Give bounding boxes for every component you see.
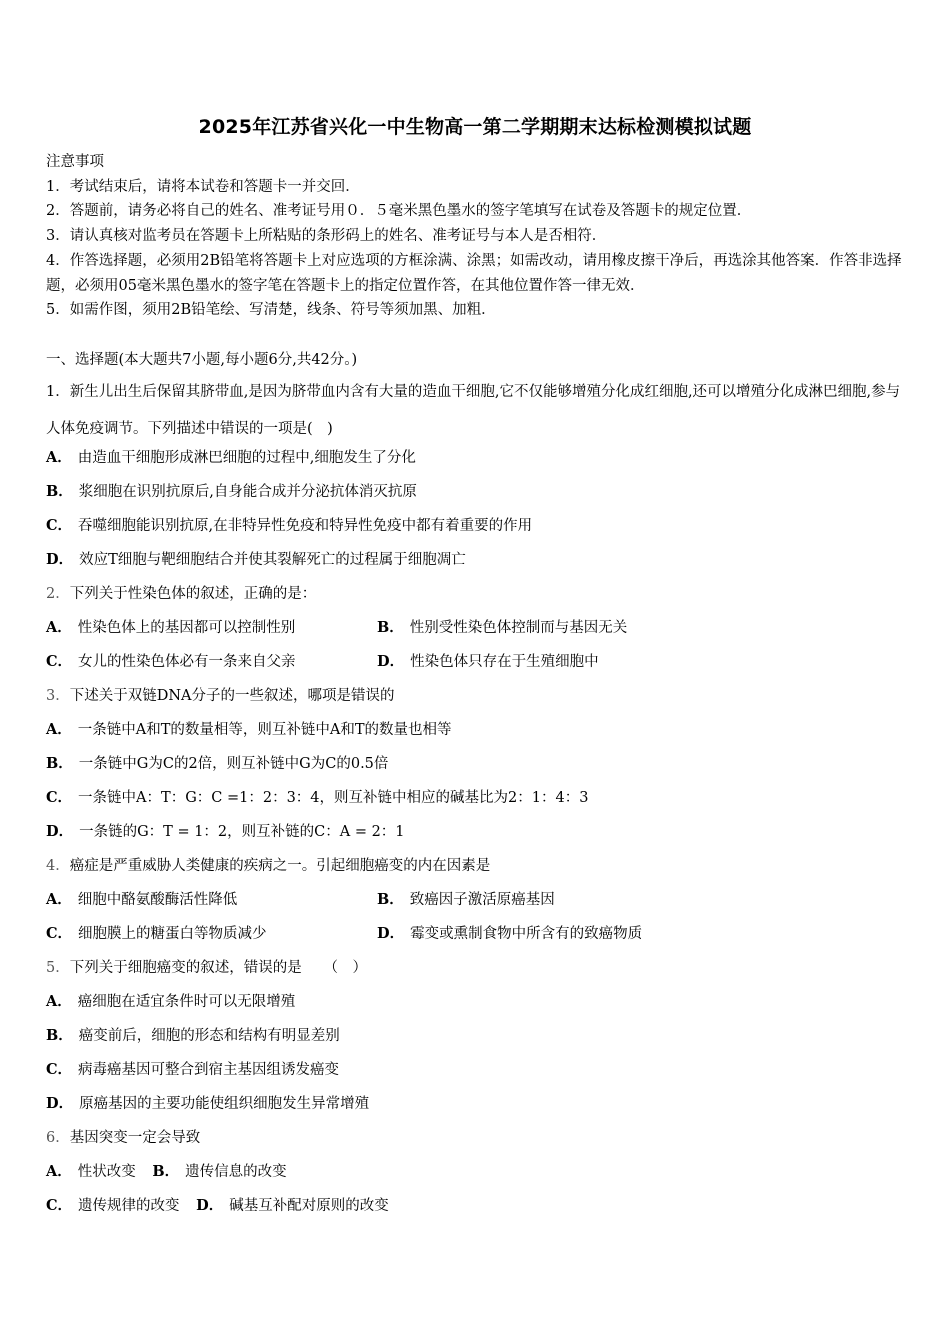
option-label: A．: [46, 891, 72, 908]
option-label: D．: [46, 823, 74, 840]
option-row-6ab: [46, 1160, 287, 1181]
option-text: 癌细胞在适宜条件时可以无限增殖: [77, 994, 296, 1010]
option-label: A．: [46, 449, 72, 466]
option-text: 一条链中A：T：G：C =1：2：3：4，则互补链中相应的碱基比为2：1：4：3: [78, 790, 589, 806]
option-6b: [152, 1164, 286, 1180]
question-6: [46, 1126, 200, 1147]
option-text: 遗传信息的改变: [185, 1164, 287, 1180]
option-text: 由造血干细胞形成淋巴细胞的过程中,细胞发生了分化: [77, 450, 416, 466]
question-stem: 新生儿出生后保留其脐带血,是因为脐带血内含有大量的造血干细胞,它不仅能够增殖分化成红细胞,还可以增殖分化成淋巴细胞,参与人体免疫调节。下列描述中错误的一项是( ): [46, 384, 901, 437]
option-3d: [46, 820, 405, 841]
question-5: [46, 956, 367, 977]
section-title: 一、选择题(本大题共7小题,每小题6分,共42分。): [46, 352, 358, 368]
option-5a: [46, 990, 295, 1011]
option-text: 病毒癌基因可整合到宿主基因组诱发癌变: [78, 1062, 340, 1078]
question-number: 4．: [46, 858, 70, 874]
option-label: A．: [46, 721, 72, 738]
option-6d: [196, 1198, 389, 1214]
option-text: 性染色体上的基因都可以控制性别: [77, 620, 296, 636]
option-text: 细胞膜上的糖蛋白等物质减少: [78, 926, 267, 942]
option-1c: [46, 514, 532, 535]
question-stem: 癌症是严重威胁人类健康的疾病之一。引起细胞癌变的内在因素是: [69, 858, 491, 874]
option-label: C．: [46, 1197, 73, 1214]
option-5b: [46, 1024, 340, 1045]
notice-item: 1．考试结束后，请将本试卷和答题卡一并交回．: [46, 178, 360, 195]
option-2d: [377, 650, 599, 671]
option-4a: [46, 888, 237, 909]
option-3b: [46, 752, 388, 773]
option-row-6cd: [46, 1194, 389, 1215]
option-label: C．: [46, 925, 73, 942]
option-label: C．: [46, 517, 73, 534]
question-stem: 基因突变一定会导致: [69, 1130, 201, 1146]
question-stem: 下列关于细胞癌变的叙述，错误的是 （ ）: [69, 960, 367, 976]
option-label: B．: [152, 1163, 180, 1180]
option-label: A．: [46, 993, 72, 1010]
option-label: D．: [46, 551, 74, 568]
option-label: B．: [377, 619, 404, 636]
option-text: 癌变前后，细胞的形态和结构有明显差别: [78, 1028, 340, 1044]
option-label: C．: [46, 789, 73, 806]
question-stem: 下列关于性染色体的叙述，正确的是：: [69, 586, 317, 602]
option-label: A．: [46, 1163, 72, 1180]
option-4c: [46, 922, 267, 943]
option-2b: [377, 616, 627, 637]
option-text: 一条链中G为C的2倍，则互补链中G为C的0.5倍: [78, 756, 389, 772]
option-text: 女儿的性染色体必有一条来自父亲: [78, 654, 296, 670]
notice-heading: 注意事项: [46, 154, 104, 170]
option-text: 浆细胞在识别抗原后,自身能合成并分泌抗体消灭抗原: [78, 484, 417, 500]
notice-block: [46, 150, 906, 323]
option-text: 致癌因子激活原癌基因: [409, 892, 555, 908]
option-4b: [377, 888, 555, 909]
option-label: B．: [377, 891, 404, 908]
option-3c: [46, 786, 588, 807]
option-label: D．: [46, 1095, 74, 1112]
option-label: C．: [46, 653, 73, 670]
option-text: 吞噬细胞能识别抗原,在非特异性免疫和特异性免疫中都有着重要的作用: [78, 518, 533, 534]
option-6a: [46, 1164, 136, 1180]
question-number: 2．: [46, 586, 70, 602]
option-text: 原癌基因的主要功能使组织细胞发生异常增殖: [79, 1096, 370, 1112]
option-text: 霉变或熏制食物中所含有的致癌物质: [410, 926, 643, 942]
option-text: 性状改变: [77, 1164, 136, 1180]
question-number: 6．: [46, 1130, 70, 1146]
question-number: 1．: [46, 384, 70, 400]
option-text: 碱基互补配对原则的改变: [229, 1198, 389, 1214]
option-1b: [46, 480, 417, 501]
option-text: 一条链的G：T = 1：2，则互补链的C：A = 2：1: [79, 824, 405, 840]
option-label: A．: [46, 619, 72, 636]
question-number: 5．: [46, 960, 70, 976]
option-4d: [377, 922, 642, 943]
question-number: 3．: [46, 688, 70, 704]
option-text: 性别受性染色体控制而与基因无关: [409, 620, 628, 636]
page-title: 2025年江苏省兴化一中生物高一第二学期期末达标检测模拟试题: [198, 116, 752, 138]
question-2: [46, 582, 316, 603]
notice-item: 4．作答选择题，必须用2B铅笔将答题卡上对应选项的方框涂满、涂黑；如需改动，请用橡皮擦干净后，再选涂其他答案．作答非选择题，必须用05毫米黑色墨水的签字笔在答题卡上的指定位置作答，在其他位置作答一律无效．: [46, 252, 902, 294]
option-1a: [46, 446, 416, 467]
notice-item: 2．答题前，请务必将自己的姓名、准考证号用０．５毫米黑色墨水的签字笔填写在试卷及答题卡的规定位置．: [46, 203, 752, 220]
option-label: B．: [46, 1027, 73, 1044]
option-2a: [46, 616, 295, 637]
option-1d: [46, 548, 466, 569]
option-text: 一条链中A和T的数量相等，则互补链中A和T的数量也相等: [77, 722, 452, 738]
option-text: 遗传规律的改变: [78, 1198, 180, 1214]
option-2c: [46, 650, 296, 671]
option-3a: [46, 718, 452, 739]
option-label: B．: [46, 755, 73, 772]
option-label: D．: [377, 653, 405, 670]
question-stem: 下述关于双链DNA分子的一些叙述，哪项是错误的: [69, 688, 395, 704]
option-5c: [46, 1058, 339, 1079]
option-label: B．: [46, 483, 73, 500]
question-1: [46, 374, 908, 448]
option-6c: [46, 1198, 180, 1214]
option-text: 性染色体只存在于生殖细胞中: [410, 654, 599, 670]
option-5d: [46, 1092, 369, 1113]
option-text: 效应T细胞与靶细胞结合并使其裂解死亡的过程属于细胞凋亡: [79, 552, 466, 568]
option-label: C．: [46, 1061, 73, 1078]
question-4: [46, 854, 490, 875]
option-text: 细胞中酪氨酸酶活性降低: [77, 892, 238, 908]
option-label: D．: [377, 925, 405, 942]
question-3: [46, 684, 395, 705]
notice-item: 5．如需作图，须用2B铅笔绘、写清楚，线条、符号等须加黑、加粗．: [46, 302, 496, 319]
option-label: D．: [196, 1197, 224, 1214]
notice-item: 3．请认真核对监考员在答题卡上所粘贴的条形码上的姓名、准考证号与本人是否相符．: [46, 228, 607, 245]
